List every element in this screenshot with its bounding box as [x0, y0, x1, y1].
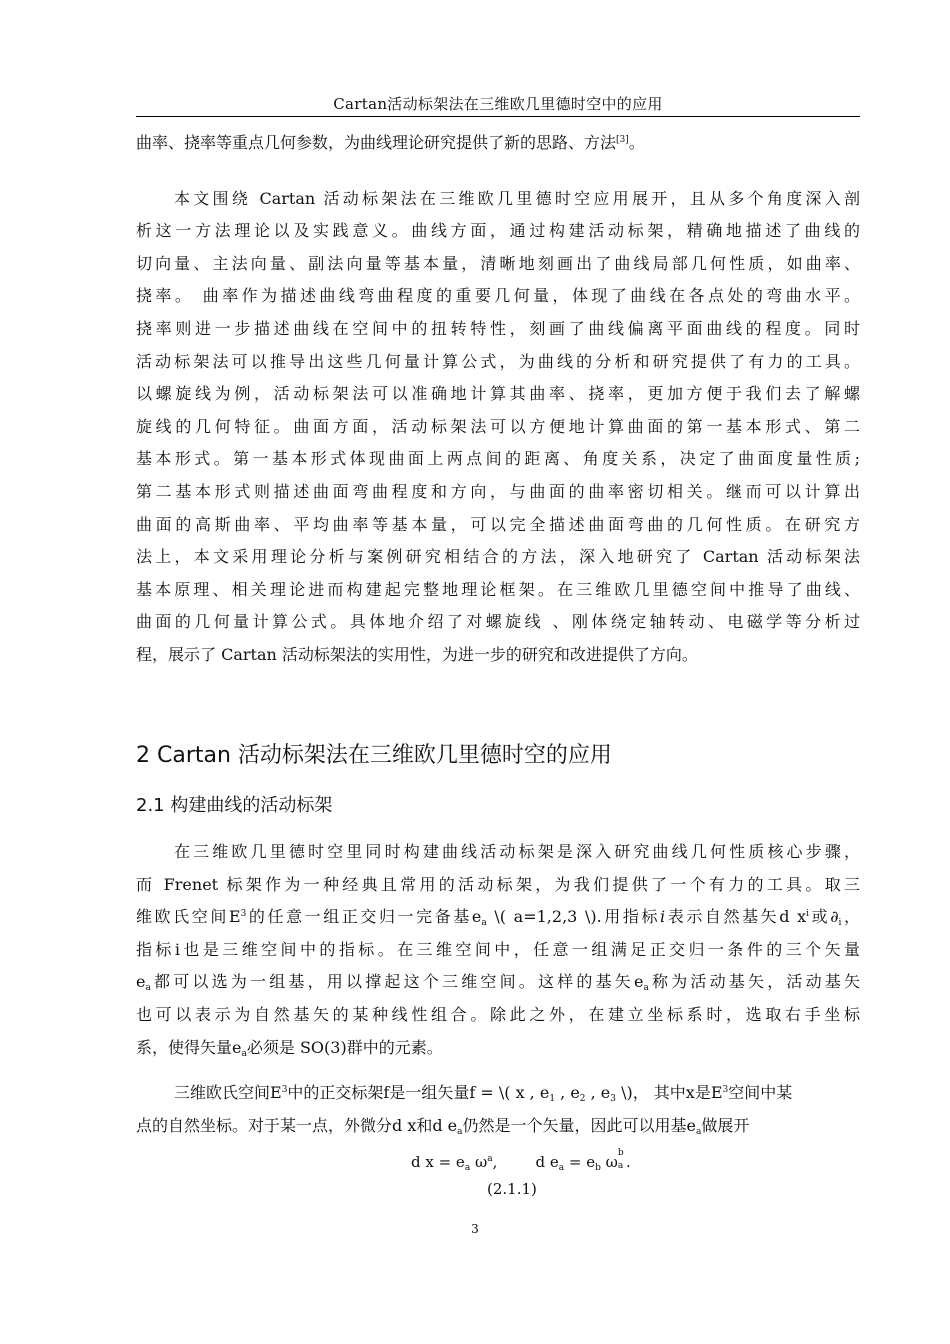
superscript: 3 [722, 1085, 729, 1095]
intro-section [136, 127, 860, 672]
paragraph-line: 活动标架法可以推导出这些几何量计算公式，为曲线的分析和研究提供了有力的工具。 [136, 351, 860, 371]
text: 仍然是一个矢量，因此可以用基e [462, 1115, 697, 1135]
subscript: a [481, 918, 487, 929]
text: 曲率、挠率等重点几何参数，为曲线理论研究提供了新的思路、方法 [136, 133, 617, 152]
text: ω [470, 1153, 488, 1171]
text: ， [841, 907, 860, 927]
paragraph-line: 第二基本形式则描述曲面弯曲程度和方向，与曲面的曲率密切相关。继而可以计算出 [136, 481, 860, 501]
text: e [136, 972, 146, 992]
text: 做展开 [701, 1115, 750, 1135]
text: 或∂ [809, 907, 839, 927]
page-number: 3 [471, 1222, 479, 1236]
paragraph-line: 指标i也是三维空间中的指标。在三维空间中，任意一组满足正交归一条件的三个矢量 [136, 939, 860, 959]
text: . [625, 1153, 631, 1171]
text: 点的自然坐标。对于某一点，外微分d x和d e [136, 1115, 458, 1135]
paragraph-line: 曲面的高斯曲率、平均曲率等基本量，可以完全描述曲面弯曲的几何性质。在研究方 [136, 514, 860, 534]
equation-number: (2.1.1) [487, 1180, 537, 1198]
text: , e [555, 1083, 580, 1102]
paragraph-line [136, 966, 860, 999]
running-header: Cartan活动标架法在三维欧几里德时空中的应用 [333, 95, 663, 113]
text: \( a=1,2,3 \).用指标 [486, 907, 661, 927]
superscript: i [806, 909, 810, 920]
paragraph-line: 本文围绕 Cartan 活动标架法在三维欧几里德时空应用展开，且从多个角度深入剖 [174, 188, 860, 208]
subscript: a [696, 1126, 702, 1137]
frame-paragraph [136, 1077, 860, 1142]
header-rule [136, 116, 860, 117]
subsection-heading: 2.1 构建曲线的活动标架 [136, 795, 333, 816]
text: = e [564, 1153, 596, 1171]
text: d x = e [411, 1153, 465, 1171]
text: 维欧氏空间E [136, 907, 241, 927]
text: 系，使得矢量e [136, 1037, 242, 1057]
text: 中的正交标架f是一组矢量f = \( x , e [287, 1083, 550, 1102]
paragraph-line: 旋线的几何特征。曲面方面，活动标架法可以方便地计算曲面的第一基本形式、第二 [136, 416, 860, 436]
paragraph-line [136, 1032, 860, 1065]
superscript: 3 [240, 909, 247, 920]
paragraph-line: 也可以表示为自然基矢的某种线性组合。除此之外，在建立坐标系时，选取右手坐标 [136, 1004, 860, 1024]
paragraph-line [136, 901, 860, 934]
paragraph-line: 析这一方法理论以及实践意义。曲线方面，通过构建活动标架，精确地描述了曲线的 [136, 221, 860, 241]
paragraph-line: 基本形式。第一基本形式体现曲面上两点间的距离、角度关系，决定了曲面度量性质; [136, 449, 860, 469]
frenet-paragraph [136, 836, 860, 1064]
paragraph-line: 基本原理、相关理论进而构建起完整地理论框架。在三维欧几里德空间中推导了曲线、 [136, 579, 860, 599]
paragraph-line: 在三维欧几里德时空里同时构建曲线活动标架是深入研究曲线几何性质核心步骤， [174, 842, 860, 861]
section-heading: 2 Cartan 活动标架法在三维欧几里德时空的应用 [136, 743, 612, 768]
text: 称为活动基矢，活动基矢 [648, 972, 860, 992]
subscript: 3 [610, 1094, 616, 1104]
subscript: a [457, 1126, 463, 1137]
subscript: i [838, 918, 842, 929]
intro-paragraph [136, 183, 860, 672]
text: ω [600, 1153, 618, 1171]
paragraph-line [136, 1077, 860, 1110]
subscript: a [643, 983, 649, 994]
paragraph-line: 以螺旋线为例，活动标架法可以准确地计算其曲率、挠率，更加方便于我们去了解螺 [136, 384, 860, 404]
paragraph-line: 而 Frenet 标架作为一种经典且常用的活动标架，为我们提供了一个有力的工具。取三 [136, 874, 860, 894]
subscript: 1 [549, 1094, 556, 1104]
index-symbol: i [660, 907, 666, 927]
paragraph-tail-line [136, 127, 860, 160]
citation: [3] [616, 135, 629, 145]
superscript: 3 [281, 1085, 288, 1095]
subscript: a [558, 1163, 565, 1173]
subscript: 2 [579, 1094, 586, 1104]
text: 。 [628, 133, 645, 152]
text: 表示自然基矢d x [665, 907, 807, 927]
text: 的任意一组正交归一完备基e [246, 907, 482, 927]
paragraph-line: 程，展示了 Cartan 活动标架法的实用性，为进一步的研究和改进提供了方向。 [136, 644, 698, 664]
text: \)， 其中x是E [616, 1083, 723, 1102]
subscript: a [145, 983, 151, 994]
text: , d e [492, 1153, 559, 1171]
paragraph-line: 曲面的几何量计算公式。具体地介绍了对螺旋线 、刚体绕定轴转动、电磁学等分析过 [136, 612, 860, 632]
text: , e [585, 1083, 611, 1102]
subscript: a [241, 1048, 247, 1059]
text: 三维欧氏空间E [174, 1083, 282, 1102]
subscript: b [595, 1163, 601, 1173]
text: 空间中某 [728, 1083, 793, 1102]
equation: d $x = e_a$ $\omega^a$, d $e_a = e_b$ ω b a . [411, 1148, 631, 1173]
superscript: a [487, 1154, 493, 1164]
paragraph-line [136, 1110, 860, 1143]
paragraph-line: 切向量、主法向量、副法向量等基本量，清晰地刻画出了曲线局部几何性质，如曲率、 [136, 253, 860, 273]
paragraph-line: 挠率则进一步描述曲线在空间中的扭转特性，刻画了曲线偏离平面曲线的程度。同时 [136, 318, 860, 338]
paragraph-line: 法上，本文采用理论分析与案例研究相结合的方法，深入地研究了 Cartan 活动标架法 [136, 547, 860, 567]
subscript: a [464, 1163, 471, 1173]
text: 都可以选为一组基，用以撑起这个三维空间。这样的基矢e [150, 972, 644, 992]
paragraph-line: 挠率。 曲率作为描述曲线弯曲程度的重要几何量，体现了曲线在各点处的弯曲水平。 [136, 286, 860, 306]
text: 必须是 SO(3)群中的元素。 [246, 1037, 443, 1057]
